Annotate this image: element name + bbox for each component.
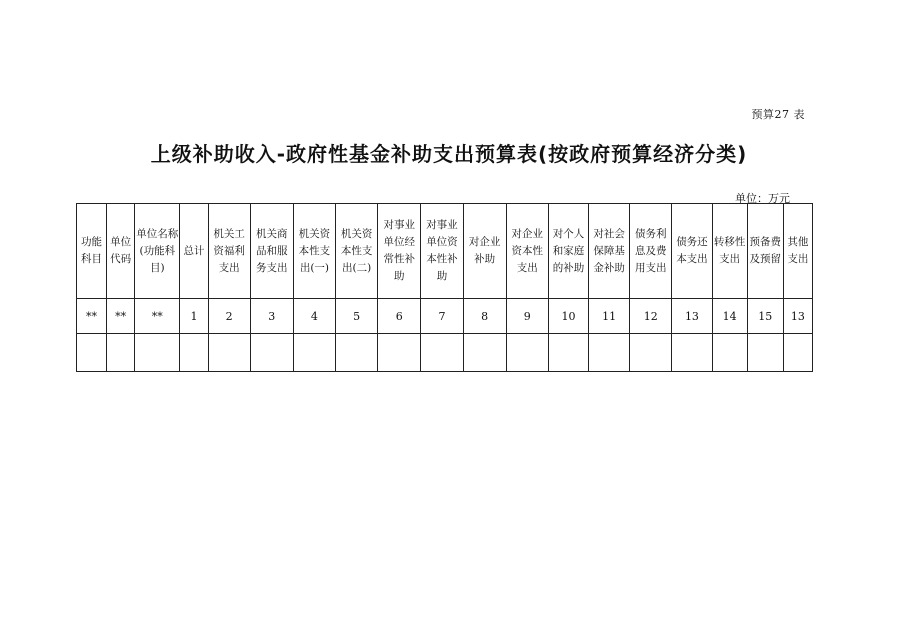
header-cell: 其他支出 bbox=[783, 204, 812, 299]
table-cell: ** bbox=[107, 299, 135, 334]
data-row bbox=[77, 334, 813, 372]
form-number: 预算27 表 bbox=[751, 108, 805, 121]
table-cell: 12 bbox=[630, 299, 672, 334]
page-title: 上级补助收入-政府性基金补助支出预算表(按政府预算经济分类) bbox=[150, 142, 748, 166]
header-cell: 债务还本支出 bbox=[672, 204, 712, 299]
header-cell: 对事业单位资本性补助 bbox=[421, 204, 463, 299]
table-cell bbox=[250, 334, 293, 372]
table-cell bbox=[548, 334, 588, 372]
unit-label: 单位：万元 bbox=[735, 192, 790, 205]
header-cell: 对社会保障基金补助 bbox=[589, 204, 630, 299]
table-cell: 2 bbox=[208, 299, 250, 334]
table-cell: 9 bbox=[506, 299, 548, 334]
header-cell: 单位代码 bbox=[107, 204, 135, 299]
table-cell bbox=[783, 334, 812, 372]
table-cell bbox=[336, 334, 378, 372]
header-cell: 机关工资福利支出 bbox=[208, 204, 250, 299]
table-cell bbox=[672, 334, 712, 372]
table-cell: ** bbox=[135, 299, 180, 334]
table-cell bbox=[378, 334, 421, 372]
table-cell: 15 bbox=[747, 299, 783, 334]
table-cell: 3 bbox=[250, 299, 293, 334]
table-cell: 14 bbox=[712, 299, 747, 334]
table-cell: 4 bbox=[293, 299, 335, 334]
table-cell: 6 bbox=[378, 299, 421, 334]
table-cell: 1 bbox=[180, 299, 208, 334]
header-cell: 机关资本性支出(一) bbox=[293, 204, 335, 299]
table-cell bbox=[208, 334, 250, 372]
table-cell: 11 bbox=[589, 299, 630, 334]
column-number-row bbox=[77, 299, 813, 334]
header-cell: 债务利息及费用支出 bbox=[630, 204, 672, 299]
header-row bbox=[77, 204, 813, 299]
header-cell: 预备费及预留 bbox=[747, 204, 783, 299]
table-cell bbox=[107, 334, 135, 372]
table-cell: 10 bbox=[548, 299, 588, 334]
header-cell: 转移性支出 bbox=[712, 204, 747, 299]
budget-table bbox=[76, 203, 813, 372]
header-cell: 机关商品和服务支出 bbox=[250, 204, 293, 299]
table-cell bbox=[293, 334, 335, 372]
header-cell: 对个人和家庭的补助 bbox=[548, 204, 588, 299]
table-cell bbox=[180, 334, 208, 372]
table-cell bbox=[589, 334, 630, 372]
header-cell: 功能科目 bbox=[77, 204, 107, 299]
header-cell: 单位名称(功能科目) bbox=[135, 204, 180, 299]
table-cell bbox=[77, 334, 107, 372]
table-cell: ** bbox=[77, 299, 107, 334]
table-cell: 5 bbox=[336, 299, 378, 334]
table-cell bbox=[747, 334, 783, 372]
header-cell: 对企业补助 bbox=[463, 204, 506, 299]
table-cell bbox=[421, 334, 463, 372]
table-cell: 7 bbox=[421, 299, 463, 334]
table-cell: 13 bbox=[672, 299, 712, 334]
table-cell bbox=[630, 334, 672, 372]
table-cell bbox=[712, 334, 747, 372]
table-cell bbox=[135, 334, 180, 372]
table-cell bbox=[506, 334, 548, 372]
table-cell: 8 bbox=[463, 299, 506, 334]
header-cell: 对事业单位经常性补助 bbox=[378, 204, 421, 299]
table-cell: 13 bbox=[783, 299, 812, 334]
header-cell: 对企业资本性支出 bbox=[506, 204, 548, 299]
table-cell bbox=[463, 334, 506, 372]
header-cell: 机关资本性支出(二) bbox=[336, 204, 378, 299]
header-cell: 总计 bbox=[180, 204, 208, 299]
